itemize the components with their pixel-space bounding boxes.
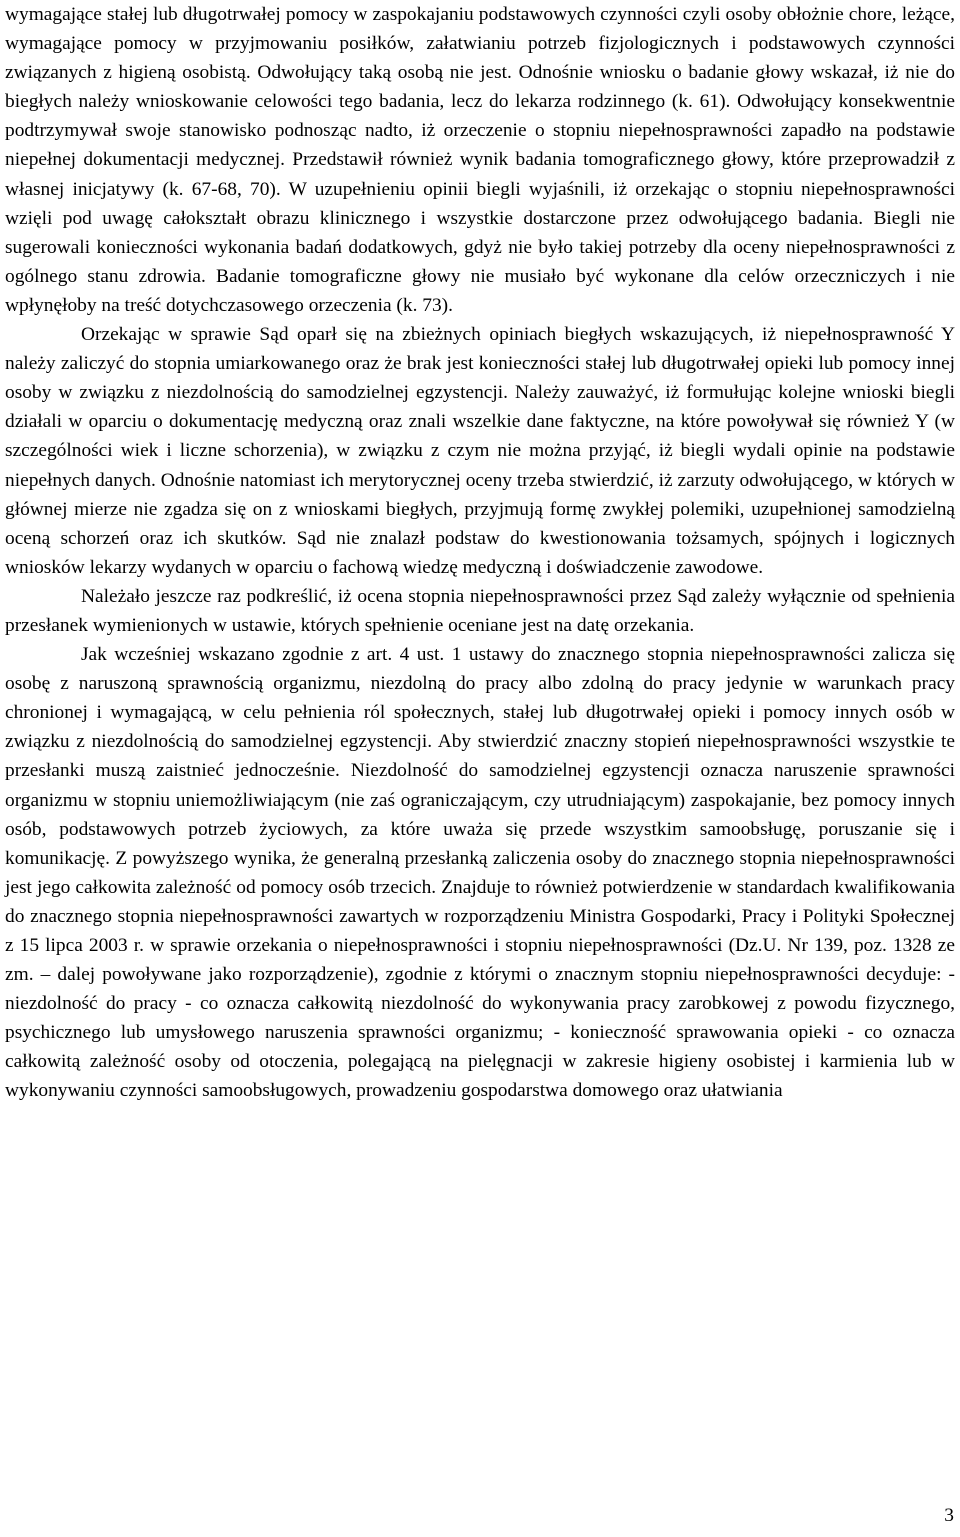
page-number: 3 [944,1505,954,1526]
paragraph-3: Należało jeszcze raz podkreślić, iż ocena stopnia niepełnosprawności przez Sąd zależy wyłącznie od spełnienia przesłanek wymienionych w ustawie, których spełnienie oceniane jest na datę orzekania. [5,585,955,636]
paragraph-2: Orzekając w sprawie Sąd oparł się na zbieżnych opiniach biegłych wskazujących, iż niepełnosprawność Y należy zaliczyć do stopnia umiarkowanego oraz że brak jest konieczności stałej lub długotrwałej opieki lub pomocy innej osoby w związku z niezdolnością do samodzielnej egzystencji. Należy zauważyć, iż formułując kolejne wnioski biegli działali w oparciu o dokumentację medyczną oraz znali wszelkie dane faktyczne, na które powoływał się również Y (w szczególności wiek i liczne schorzenia), w związku z czym nie można przyjąć, iż biegli wydali opinie na podstawie niepełnych danych. Odnośnie natomiast ich merytorycznej oceny trzeba stwierdzić, iż zarzuty odwołującego, w których w głównej mierze nie zgadza się on z wnioskami biegłych, przyjmują formę zwykłej polemiki, uzupełnionej samodzielną oceną schorzeń oraz ich skutków. Sąd nie znalazł podstaw do kwestionowania tożsamych, spójnych i logicznych wniosków lekarzy wydanych w oparciu o fachową wiedzę medyczną i doświadczenie zawodowe. [5,324,955,578]
paragraph-1: wymagające stałej lub długotrwałej pomocy w zaspokajaniu podstawowych czynności czyli osoby obłożnie chore, leżące, wymagające pomocy w przyjmowaniu posiłków, załatwianiu potrzeb fizjologicznych i podstawowych czynności związanych z higieną osobistą. Odwołujący taką osobą nie jest. Odnośnie wniosku o badanie głowy wskazał, iż nie do biegłych należy wnioskowanie celowości tego badania, lecz do lekarza rodzinnego (k. 61). Odwołujący konsekwentnie podtrzymywał swoje stanowisko podnosząc nadto, iż orzeczenie o stopniu niepełnosprawności zapadło na podstawie niepełnej dokumentacji medycznej. Przedstawił również wynik badania tomograficznego głowy, które przeprowadził z własnej inicjatywy (k. 67-68, 70). W uzupełnieniu opinii biegli wyjaśnili, iż orzekając o stopniu niepełnosprawności wzięli pod uwagę całokształt obrazu klinicznego i wszystkie dostarczone przez odwołującego badania. Biegli nie sugerowali konieczności wykonania badań dodatkowych, gdyż nie było takiej potrzeby dla oceny niepełnosprawności z ogólnego stanu zdrowia. Badanie tomograficzne głowy nie musiało być wykonane dla celów orzeczniczych i nie wpłynęłoby na treść dotychczasowego orzeczenia (k. 73). [5,4,955,316]
paragraph-4: Jak wcześniej wskazano zgodnie z art. 4 ust. 1 ustawy do znacznego stopnia niepełnosprawności zalicza się osobę z naruszoną sprawnością organizmu, niezdolną do pracy albo zdolną do pracy jedynie w warunkach pracy chronionej i wymagającą, w celu pełnienia ról społecznych, stałej lub długotrwałej opieki i pomocy innych osób w związku z niezdolnością do samodzielnej egzystencji. Aby stwierdzić znaczny stopień niepełnosprawności wszystkie te przesłanki muszą zaistnieć jednocześnie. Niezdolność do samodzielnej egzystencji oznacza naruszenie sprawności organizmu w stopniu uniemożliwiającym (nie zaś ograniczającym, czy utrudniającym) zaspokajanie, bez pomocy innych osób, podstawowych potrzeb życiowych, za które uważa się przede wszystkim samoobsługę, poruszanie się i komunikację. Z powyższego wynika, że generalną przesłanką zaliczenia osoby do znacznego stopnia niepełnosprawności jest jego całkowita zależność od pomocy osób trzecich. Znajduje to również potwierdzenie w standardach kwalifikowania do znacznego stopnia niepełnosprawności zawartych w rozporządzeniu Ministra Gospodarki, Pracy i Polityki Społecznej z 15 lipca 2003 r. w sprawie orzekania o niepełnosprawności i stopniu niepełnosprawności (Dz.U. Nr 139, poz. 1328 ze zm. – dalej powoływane jako rozporządzenie), zgodnie z którymi o znacznym stopniu niepełnosprawności decyduje: - niezdolność do pracy - co oznacza całkowitą niezdolność do wykonywania pracy zarobkowej z powodu fizycznego, psychicznego lub umysłowego naruszenia sprawności organizmu; - konieczność sprawowania opieki - co oznacza całkowitą zależność osoby od otoczenia, polegającą na pielęgnacji w zakresie higieny osobistej i karmienia lub w wykonywaniu czynności samoobsługowych, prowadzeniu gospodarstwa domowego oraz ułatwiania [5,644,955,1102]
document-page [5,0,955,1106]
